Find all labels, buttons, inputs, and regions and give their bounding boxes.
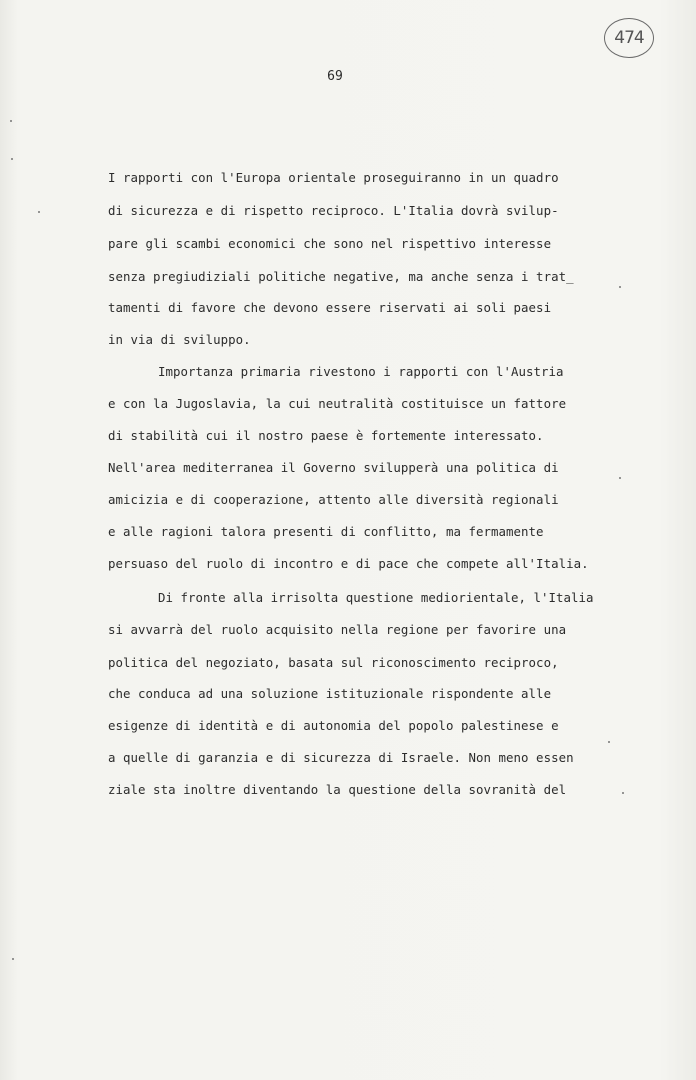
text-line: esigenze di identità e di autonomia del popolo palestinese e [108,718,559,733]
text-line: di sicurezza e di rispetto reciproco. L'Italia dovrà svilup- [108,203,559,218]
text-line: in via di sviluppo. [108,332,251,347]
text-line: amicizia e di cooperazione, attento alle diversità regionali [108,492,559,507]
scan-speck [619,477,621,479]
scan-speck [11,158,13,160]
scan-speck [619,286,621,288]
text-line: che conduca ad una soluzione istituzionale rispondente alle [108,686,552,701]
text-line: a quelle di garanzia e di sicurezza di Israele. Non meno essen [108,750,574,765]
scan-speck [38,211,40,213]
scan-speck [10,120,12,122]
text-line: I rapporti con l'Europa orientale proseguiranno in un quadro [108,170,559,185]
text-line: Di fronte alla irrisolta questione mediorientale, l'Italia [158,590,594,605]
text-line: politica del negoziato, basata sul riconoscimento reciproco, [108,655,559,670]
text-line: tamenti di favore che devono essere riservati ai soli paesi [108,300,552,315]
archive-stamp: 474 [604,18,654,58]
page-number: 69 [327,69,343,84]
text-line: e con la Jugoslavia, la cui neutralità costituisce un fattore [108,396,567,411]
text-line: persuaso del ruolo di incontro e di pace che compete all'Italia. [108,556,589,571]
text-line: pare gli scambi economici che sono nel rispettivo interesse [108,236,552,251]
text-line: senza pregiudiziali politiche negative, ma anche senza i trat_ [108,269,574,284]
text-line: Nell'area mediterranea il Governo svilupperà una politica di [108,460,559,475]
text-line: ziale sta inoltre diventando la questione della sovranità del [108,782,567,797]
scan-speck [608,741,610,743]
scan-speck [12,958,14,960]
text-line: Importanza primaria rivestono i rapporti con l'Austria [158,364,564,379]
text-line: si avvarrà del ruolo acquisito nella regione per favorire una [108,622,567,637]
text-line: e alle ragioni talora presenti di conflitto, ma fermamente [108,524,544,539]
scan-speck [622,792,624,794]
text-line: di stabilità cui il nostro paese è fortemente interessato. [108,428,544,443]
